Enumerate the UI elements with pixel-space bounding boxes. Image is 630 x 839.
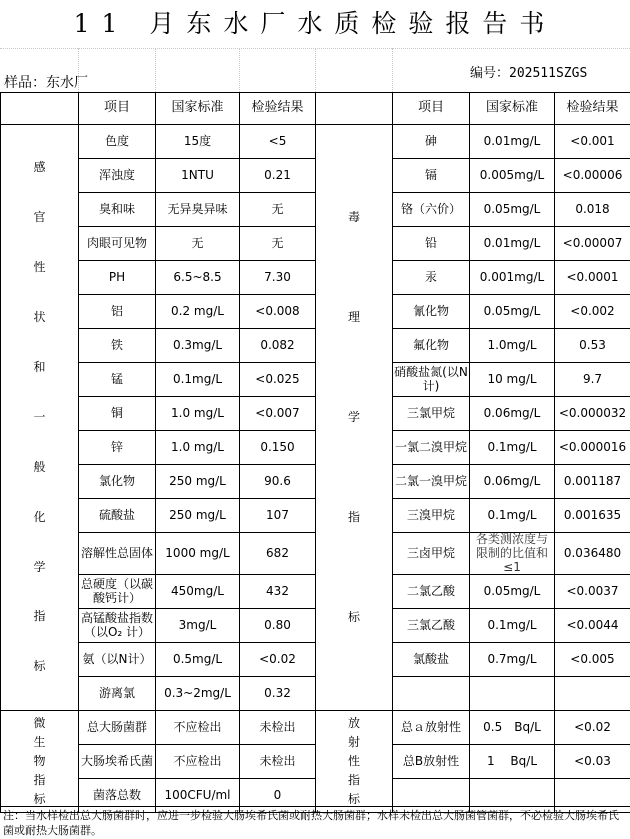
standard-value: 450mg/L — [156, 575, 240, 609]
table-row — [1, 499, 630, 533]
item-name: 三氯甲烷 — [393, 397, 470, 431]
standard-value: 15度 — [156, 125, 240, 159]
gridline — [155, 48, 156, 92]
result-value: 682 — [240, 533, 316, 575]
standard-value: 无异臭异味 — [156, 193, 240, 227]
result-value: 无 — [240, 193, 316, 227]
item-name: 总Β放射性 — [393, 745, 470, 779]
table-row — [1, 125, 630, 159]
item-name: 铝 — [79, 295, 156, 329]
header-item: 项目 — [79, 93, 156, 125]
standard-value: 3mg/L — [156, 609, 240, 643]
standard-value: 0.005mg/L — [470, 159, 555, 193]
item-name: 游离氯 — [79, 677, 156, 711]
result-value: 107 — [240, 499, 316, 533]
result-value: 0.53 — [555, 329, 630, 363]
standard-value: 1.0 mg/L — [156, 397, 240, 431]
group-label-char: 标 — [33, 659, 46, 674]
standard-value: 1.0 mg/L — [156, 431, 240, 465]
table-row — [1, 295, 630, 329]
result-value: 7.30 — [240, 261, 316, 295]
result-value: <0.007 — [240, 397, 316, 431]
result-value: 90.6 — [240, 465, 316, 499]
table-row — [1, 261, 630, 295]
standard-value: 0.05mg/L — [470, 575, 555, 609]
standard-value: 0.7mg/L — [470, 643, 555, 677]
result-value: <0.001 — [555, 125, 630, 159]
standard-value: 0.5mg/L — [156, 643, 240, 677]
group-label-char: 化 — [33, 509, 46, 524]
standard-value: 250 mg/L — [156, 465, 240, 499]
item-name: 铅 — [393, 227, 470, 261]
group-label-toxic — [316, 125, 393, 711]
item-name: 锰 — [79, 363, 156, 397]
item-name: 汞 — [393, 261, 470, 295]
item-name: 三氯乙酸 — [393, 609, 470, 643]
item-name: 氯酸盐 — [393, 643, 470, 677]
standard-value: 0.3mg/L — [156, 329, 240, 363]
item-name: 肉眼可见物 — [79, 227, 156, 261]
footnote: 注：当水样检出总大肠菌群时，应进一步检验大肠埃希氏菌或耐热大肠菌群；水样未检出总大肠菌管菌群，不必检验大肠埃希氏菌或耐热大肠菌群。 — [0, 806, 630, 839]
item-name: 氯化物 — [79, 465, 156, 499]
report-code: 编号：202511SZGS — [470, 66, 588, 81]
item-name: 二氯乙酸 — [393, 575, 470, 609]
item-name: 色度 — [79, 125, 156, 159]
standard-value: 0.05mg/L — [470, 295, 555, 329]
standard-value: 无 — [156, 227, 240, 261]
group-label-char: 标 — [347, 792, 360, 807]
empty-cell — [555, 677, 630, 711]
standard-value: 0.01mg/L — [470, 125, 555, 159]
group-label-char: 一 — [33, 409, 46, 424]
item-name: 硝酸盐氮(以N计) — [393, 363, 470, 397]
report-title: 11 月东水厂水质检验报告书 — [73, 9, 557, 38]
header-result: 检验结果 — [240, 93, 316, 125]
table-row — [1, 329, 630, 363]
table-row — [1, 193, 630, 227]
group-label-char: 标 — [347, 609, 360, 624]
result-value: 0.21 — [240, 159, 316, 193]
item-name: 氟化物 — [393, 329, 470, 363]
result-value: 0.001187 — [555, 465, 630, 499]
item-name: 三溴甲烷 — [393, 499, 470, 533]
result-value: <0.0037 — [555, 575, 630, 609]
item-name: 镉 — [393, 159, 470, 193]
group-label-char: 指 — [33, 773, 46, 788]
item-name: 氰化物 — [393, 295, 470, 329]
table-row — [1, 533, 630, 575]
sample-label: 样品：东水厂 — [4, 75, 88, 91]
table-row — [1, 575, 630, 609]
standard-value: 0.05mg/L — [470, 193, 555, 227]
result-value: 0.32 — [240, 677, 316, 711]
result-value: 0.082 — [240, 329, 316, 363]
table-row — [1, 745, 630, 779]
result-value: <0.008 — [240, 295, 316, 329]
standard-value: 0.1mg/L — [470, 609, 555, 643]
group-label-char: 官 — [33, 210, 46, 225]
table-row — [1, 227, 630, 261]
standard-value: 1NTU — [156, 159, 240, 193]
group-label-char: 性 — [33, 259, 46, 274]
result-value: <0.0001 — [555, 261, 630, 295]
result-value: 432 — [240, 575, 316, 609]
result-value: 0 — [240, 779, 316, 813]
standard-value: 0.06mg/L — [470, 465, 555, 499]
empty-cell — [470, 677, 555, 711]
result-value: <0.000016 — [555, 431, 630, 465]
item-name: 溶解性总固体 — [79, 533, 156, 575]
item-name: 锌 — [79, 431, 156, 465]
group-label-char: 微 — [33, 715, 46, 730]
group-label-char: 学 — [33, 559, 46, 574]
standard-value: 0.06mg/L — [470, 397, 555, 431]
group-label-char: 放 — [347, 715, 360, 730]
standard-value: 不应检出 — [156, 745, 240, 779]
result-value: 0.80 — [240, 609, 316, 643]
group-label-char: 生 — [33, 734, 46, 749]
result-value: <0.0044 — [555, 609, 630, 643]
item-name: 铁 — [79, 329, 156, 363]
item-name: 二氯一溴甲烷 — [393, 465, 470, 499]
standard-value: 1000 mg/L — [156, 533, 240, 575]
result-value: 0.150 — [240, 431, 316, 465]
standard-value: 250 mg/L — [156, 499, 240, 533]
group-label-char: 学 — [347, 409, 360, 424]
table-row — [1, 711, 630, 745]
header-blank-left — [1, 93, 79, 125]
result-value: <0.00007 — [555, 227, 630, 261]
standard-value: 0.1mg/L — [470, 499, 555, 533]
gridline — [239, 48, 240, 92]
result-value: <0.000032 — [555, 397, 630, 431]
result-value: <0.005 — [555, 643, 630, 677]
header-blank-right — [316, 93, 393, 125]
standard-value: 100CFU/ml — [156, 779, 240, 813]
group-label-char: 和 — [33, 359, 46, 374]
header-standard: 国家标准 — [156, 93, 240, 125]
table-row — [1, 677, 630, 711]
result-value: 未检出 — [240, 745, 316, 779]
item-name: 臭和味 — [79, 193, 156, 227]
header-standard: 国家标准 — [470, 93, 555, 125]
table-row — [1, 431, 630, 465]
group-label-char: 般 — [33, 459, 46, 474]
standard-value: 0.2 mg/L — [156, 295, 240, 329]
item-name: 浑浊度 — [79, 159, 156, 193]
item-name: 总大肠菌群 — [79, 711, 156, 745]
item-name: 一氯二溴甲烷 — [393, 431, 470, 465]
group-label-char: 标 — [33, 792, 46, 807]
item-name: 砷 — [393, 125, 470, 159]
result-value: 0.036480 — [555, 533, 630, 575]
result-value: <0.02 — [240, 643, 316, 677]
result-value: 无 — [240, 227, 316, 261]
item-name: 铜 — [79, 397, 156, 431]
group-label-sensory — [1, 125, 79, 711]
item-name: 菌落总数 — [79, 779, 156, 813]
standard-value: 6.5~8.5 — [156, 261, 240, 295]
item-name: 大肠埃希氏菌 — [79, 745, 156, 779]
standard-value: 0.5 Bq/L — [470, 711, 555, 745]
table-row — [1, 609, 630, 643]
result-value: <0.002 — [555, 295, 630, 329]
standard-value: 0.001mg/L — [470, 261, 555, 295]
group-label-char: 指 — [347, 773, 360, 788]
empty-cell — [393, 677, 470, 711]
table-row — [1, 363, 630, 397]
table-row — [1, 397, 630, 431]
group-label-char: 射 — [347, 734, 360, 749]
standard-value: 0.1mg/L — [470, 431, 555, 465]
group-label-radio — [316, 711, 393, 813]
item-name: 三卤甲烷 — [393, 533, 470, 575]
result-value: 0.001635 — [555, 499, 630, 533]
result-value: <5 — [240, 125, 316, 159]
standard-value: 0.01mg/L — [470, 227, 555, 261]
item-name: PH — [79, 261, 156, 295]
item-name: 硫酸盐 — [79, 499, 156, 533]
group-label-micro — [1, 711, 79, 813]
report-table — [0, 92, 630, 813]
item-name: 总ａ放射性 — [393, 711, 470, 745]
standard-value: 1.0mg/L — [470, 329, 555, 363]
gridline — [392, 48, 393, 92]
group-label-char: 物 — [33, 753, 46, 768]
standard-value: 各类测浓度与限制的比值和≤1 — [470, 533, 555, 575]
group-label-char: 感 — [33, 160, 46, 175]
group-label-char: 毒 — [347, 210, 360, 225]
result-value: <0.00006 — [555, 159, 630, 193]
group-label-char: 性 — [347, 753, 360, 768]
table-row — [1, 465, 630, 499]
item-name: 铬（六价） — [393, 193, 470, 227]
table-row — [1, 643, 630, 677]
result-value: <0.02 — [555, 711, 630, 745]
standard-value: 不应检出 — [156, 711, 240, 745]
table-row — [1, 159, 630, 193]
standard-value: 0.3~2mg/L — [156, 677, 240, 711]
standard-value: 10 mg/L — [470, 363, 555, 397]
group-label-char: 指 — [33, 609, 46, 624]
group-label-char: 状 — [33, 309, 46, 324]
gridline — [315, 48, 316, 92]
result-value: <0.03 — [555, 745, 630, 779]
result-value: 9.7 — [555, 363, 630, 397]
header-item: 项目 — [393, 93, 470, 125]
item-name: 总硬度（以碳酸钙计） — [79, 575, 156, 609]
standard-value: 0.1mg/L — [156, 363, 240, 397]
header-result: 检验结果 — [555, 93, 630, 125]
result-value: 0.018 — [555, 193, 630, 227]
item-name: 氨（以N计） — [79, 643, 156, 677]
group-label-char: 理 — [347, 309, 360, 324]
item-name: 高锰酸盐指数（以O₂ 计） — [79, 609, 156, 643]
standard-value: 1 Bq/L — [470, 745, 555, 779]
group-label-char: 指 — [347, 509, 360, 524]
result-value: <0.025 — [240, 363, 316, 397]
result-value: 未检出 — [240, 711, 316, 745]
